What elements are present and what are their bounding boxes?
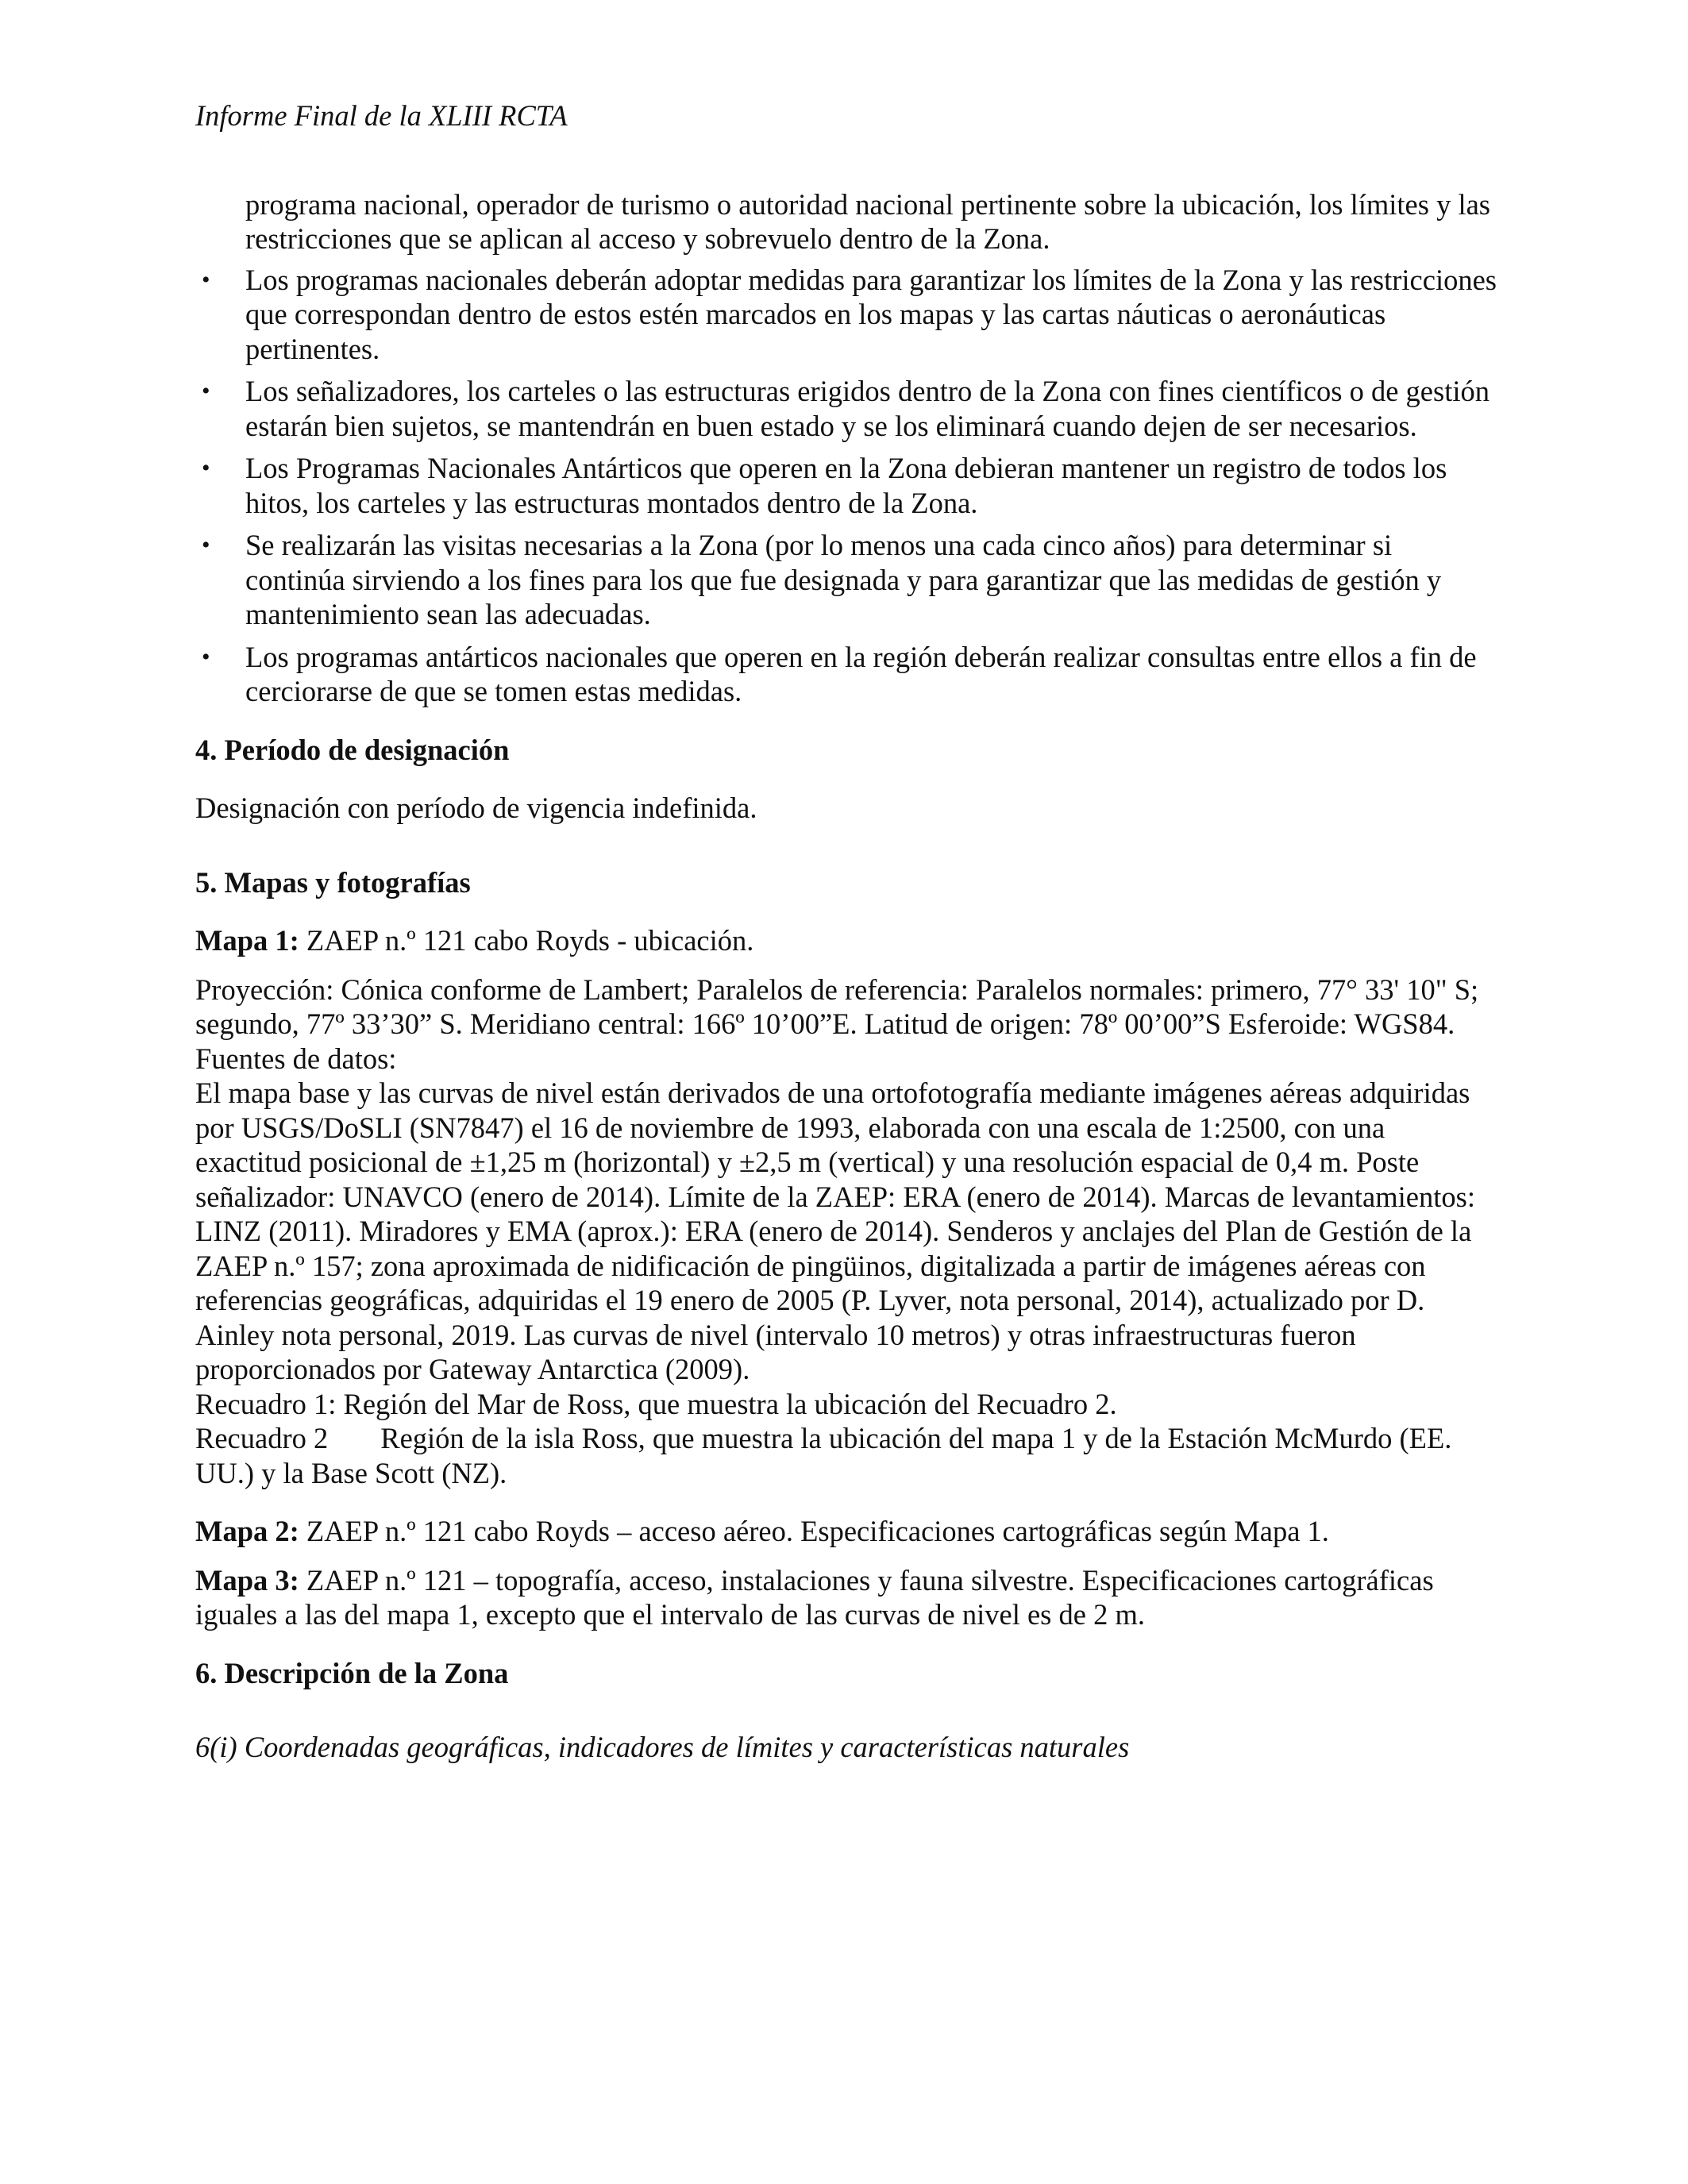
map-1-title: ZAEP n.º 121 cabo Royds - ubicación. xyxy=(299,924,754,957)
map-1-projection: Proyección: Cónica conforme de Lambert; Paralelos de referencia: Paralelos normales: primero, 77° 33' 10" S; segundo, 77º 33’30” S. Meridiano central: 166º 10’00”E. Latitud de origen: 78º 00’00”S Esferoide: WGS84. xyxy=(195,973,1479,1040)
list-item-text: Los programas nacionales deberán adoptar medidas para garantizar los límites de la Zona y las restricciones que correspondan dentro de estos estén marcados en los mapas y las cartas náuticas o aeronáuticas pertinentes. xyxy=(245,263,1497,365)
inset-2-text: Región de la isla Ross, que muestra la ubicación del mapa 1 y de la Estación McMurdo (EE. UU.) y la Base Scott (NZ). xyxy=(195,1422,1452,1489)
section-4-heading: 4. Período de designación xyxy=(195,733,510,766)
inset-2-caption xyxy=(195,1421,1497,1490)
list-item xyxy=(195,263,1497,367)
bullet-icon: • xyxy=(202,266,210,293)
running-header: Informe Final de la XLIII RCTA xyxy=(195,99,568,132)
data-sources-text: El mapa base y las curvas de nivel están derivados de una ortofotografía mediante imágenes aéreas adquiridas por USGS/DoSLI (SN7847) el 16 de noviembre de 1993, elaborada con una escala de 1:2500, con una exactitud posicional de ±1,25 m (horizontal) y ±2,5 m (vertical) y una resolución espacial de 0,4 m. Poste señalizador: UNAVCO (enero de 2014). Límite de la ZAEP: ERA (enero de 2014). Marcas de levantamientos: LINZ (2011). Miradores y EMA (aprox.): ERA (enero de 2014). Senderos y anclajes del Plan de Gestión de la ZAEP n.º 157; zona aproximada de nidificación de pingüinos, digitalizada a partir de imágenes aéreas con referencias geográficas, adquiridas el 19 enero de 2005 (P. Lyver, nota personal, 2014), actualizado por D. Ainley nota personal, 2019. Las curvas de nivel (intervalo 10 metros) y otras infraestructuras fueron proporcionados por Gateway Antarctica (2009). xyxy=(195,1077,1475,1385)
list-item-text: Los señalizadores, los carteles o las estructuras erigidos dentro de la Zona con fines científicos o de gestión estarán bien sujetos, se mantendrán en buen estado y se los eliminará cuando dejen de ser necesarios. xyxy=(245,375,1490,442)
list-item xyxy=(195,528,1497,632)
inset-1-caption: Recuadro 1: Región del Mar de Ross, que muestra la ubicación del Recuadro 2. xyxy=(195,1387,1117,1420)
map-3-caption xyxy=(195,1563,1497,1632)
bullet-icon: • xyxy=(202,643,210,670)
intro-continuation: programa nacional, operador de turismo o autoridad nacional pertinente sobre la ubicación, los límites y las restricciones que se aplican al acceso y sobrevuelo dentro de la Zona. xyxy=(245,187,1490,255)
map-3-text: ZAEP n.º 121 – topografía, acceso, instalaciones y fauna silvestre. Especificaciones cartográficas iguales a las del mapa 1, excepto que el intervalo de las curvas de nivel es de 2 m. xyxy=(195,1563,1434,1631)
map-2-caption xyxy=(195,1514,1497,1549)
bullet-icon: • xyxy=(202,378,210,404)
list-item-text: Los programas antárticos nacionales que operen en la región deberán realizar consultas entre ellos a fin de cerciorarse de que se tomen estas medidas. xyxy=(245,640,1477,707)
map-2-text: ZAEP n.º 121 cabo Royds – acceso aéreo. Especificaciones cartográficas según Mapa 1. xyxy=(299,1515,1329,1547)
inset-2-label: Recuadro 2 xyxy=(195,1422,329,1454)
map-2-label: Mapa 2: xyxy=(195,1515,299,1547)
list-item-text: Los Programas Nacionales Antárticos que operen en la Zona debieran mantener un registro de todos los hitos, los carteles y las estructuras montados dentro de la Zona. xyxy=(245,452,1447,519)
list-item xyxy=(195,640,1497,709)
document-page xyxy=(195,98,1497,1765)
measures-list xyxy=(195,263,1497,709)
map-1-caption xyxy=(195,923,1497,958)
list-item xyxy=(195,451,1497,520)
section-6-subheading: 6(i) Coordenadas geográficas, indicadores de límites y características naturales xyxy=(195,1731,1130,1763)
section-6-heading: 6. Descripción de la Zona xyxy=(195,1656,509,1689)
list-item xyxy=(195,374,1497,443)
list-item-text: Se realizarán las visitas necesarias a la Zona (por lo menos una cada cinco años) para determinar si continúa sirviendo a los fines para los que fue designada y para garantizar que las medidas de gestión y mantenimiento sean las adecuadas. xyxy=(245,529,1442,630)
section-4-text: Designación con período de vigencia indefinida. xyxy=(195,792,757,824)
map-3-label: Mapa 3: xyxy=(195,1563,299,1597)
map-1-label: Mapa 1: xyxy=(195,924,299,957)
bullet-icon: • xyxy=(202,532,210,558)
data-sources-label: Fuentes de datos: xyxy=(195,1042,397,1075)
bullet-icon: • xyxy=(202,455,210,481)
section-5-heading: 5. Mapas y fotografías xyxy=(195,865,471,899)
